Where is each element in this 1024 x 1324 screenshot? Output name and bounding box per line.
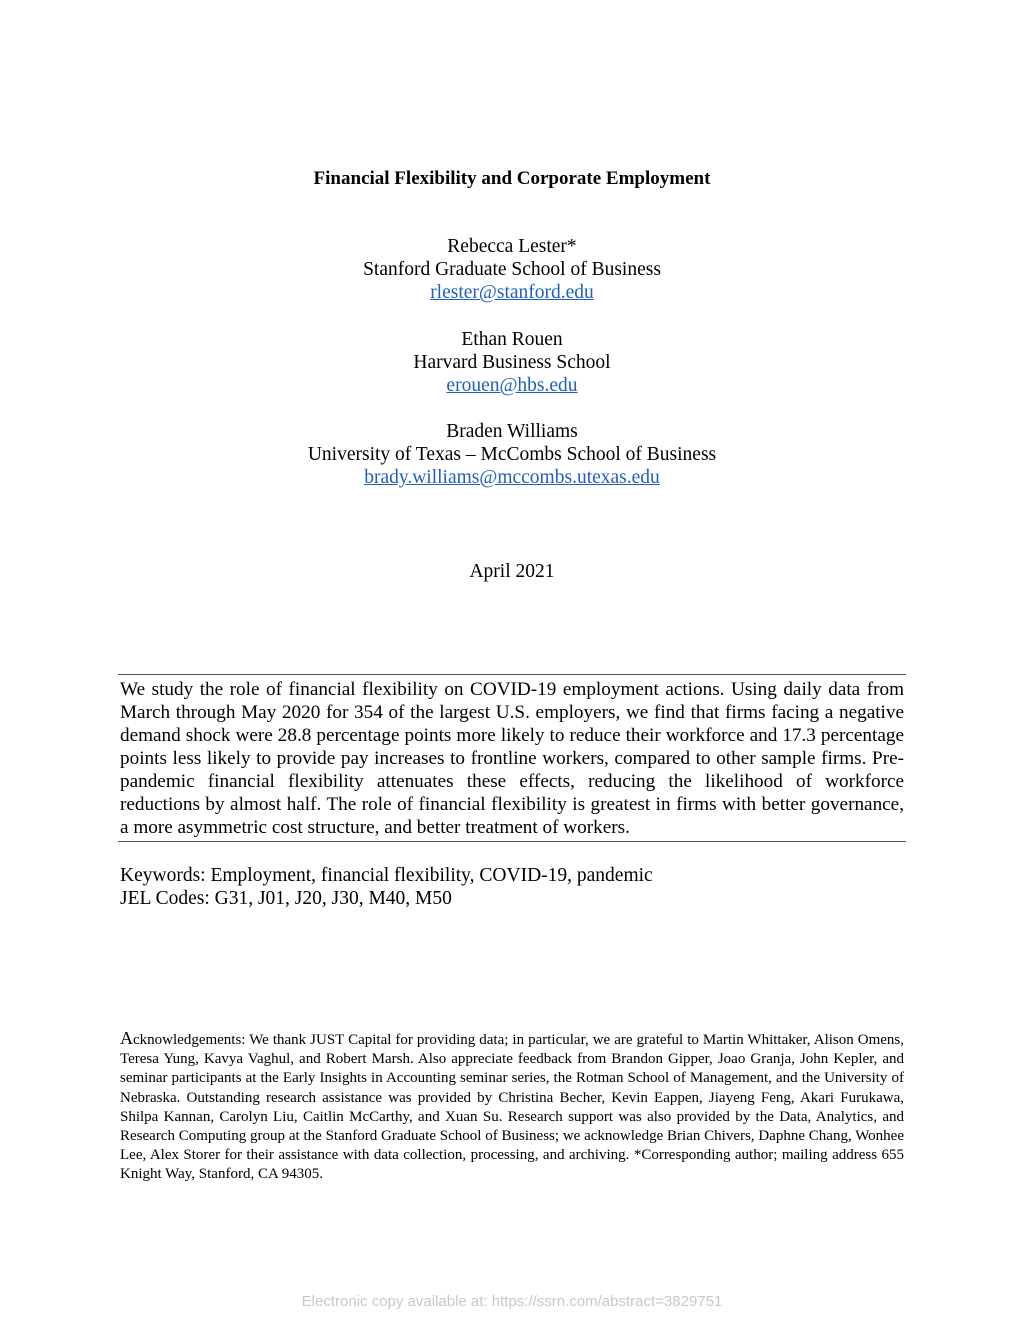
abstract-text: We study the role of financial flexibility on COVID-19 employment actions. Using daily data from March through May 2020 for 354 of the largest U.S. employers, we find that firms facing a negative demand shock were 28.8 percentage points more likely to reduce their workforce and 17.3 percentage points less likely to provide pay increases to frontline workers, compared to other sample firms. Pre-pandemic financial flexibility attenuates these effects, reducing the likelihood of workforce reductions by almost half. The role of financial flexibility is greatest in firms with better governance, a more asymmetric cost structure, and better treatment of workers. [120,679,904,838]
author-block-williams [0,420,1024,489]
abstract-box [118,674,906,842]
acknowledgements-text: cknowledgements: We thank JUST Capital for providing data; in particular, we are grateful to Martin Whittaker, Alison Omens, Teresa Yung, Kavya Vaghul, and Robert Marsh. Also appreciate feedback from Brandon Gipper, Joao Granja, John Kepler, and seminar participants at the Early Insights in Accounting seminar series, the Rotman School of Management, and the University of Nebraska. Outstanding research assistance was provided by Christina Becher, Kevin Eappen, Jiayeng Feng, Akari Furukawa, Shilpa Kannan, Carolyn Liu, Caitlin McCarthy, and Xuan Su. Research support was also provided by the Data, Analytics, and Research Computing group at the Stanford Graduate School of Business; we acknowledge Brian Chivers, Daphne Chang, Wonhee Lee, Alex Storer for their assistance with data collection, processing, and archiving. *Corresponding author; mailing address 655 Knight Way, Stanford, CA 94305. [120,1032,904,1183]
keywords-block [120,864,906,910]
ssrn-footer: Electronic copy available at: https://ssrn.com/abstract=3829751 [301,1293,723,1310]
author-block-lester [0,235,1024,304]
author-email-link[interactable]: erouen@hbs.edu [446,375,578,396]
author-name: Ethan Rouen [461,329,563,350]
acknowledgements-paragraph [120,1029,904,1185]
author-email-link[interactable]: brady.williams@mccombs.utexas.edu [364,467,660,488]
author-name: Braden Williams [446,421,578,442]
author-name: Rebecca Lester* [447,236,577,257]
keywords-line: Keywords: Employment, financial flexibility, COVID-19, pandemic [120,865,653,886]
author-block-rouen [0,328,1024,397]
author-email-link[interactable]: rlester@stanford.edu [430,282,594,303]
author-affiliation: University of Texas – McCombs School of Business [307,444,717,465]
author-affiliation: Stanford Graduate School of Business [363,259,661,280]
jel-codes-line: JEL Codes: G31, J01, J20, J30, M40, M50 [120,888,452,909]
publication-date: April 2021 [469,561,555,582]
acknowledgements-lead-letter: A [120,1028,133,1048]
paper-title: Financial Flexibility and Corporate Employment [313,168,711,189]
author-affiliation: Harvard Business School [413,352,611,373]
